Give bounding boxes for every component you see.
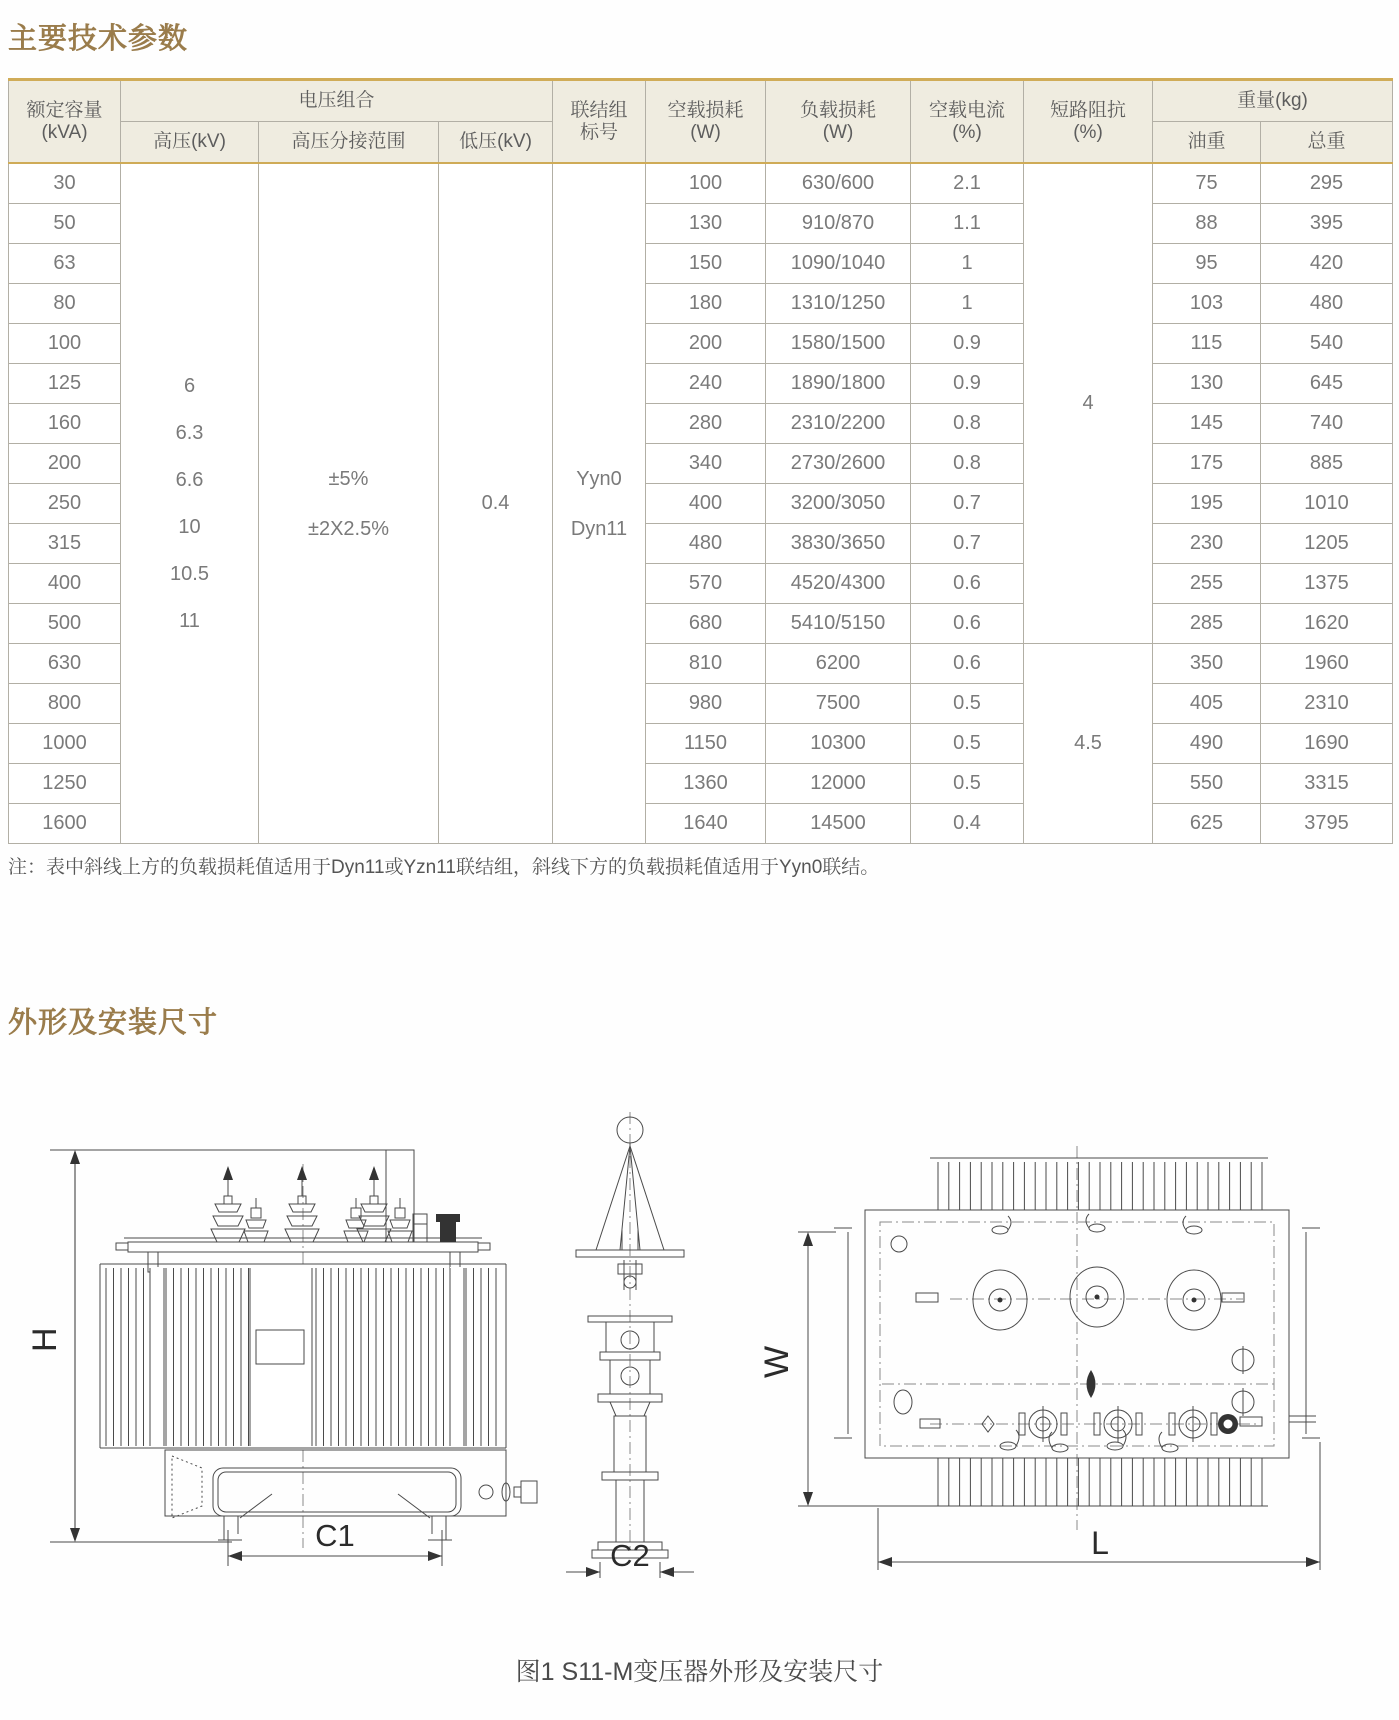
cell-load-loss: 7500	[766, 684, 911, 724]
cell-capacity: 315	[9, 524, 121, 564]
cell-noload-loss: 570	[646, 564, 766, 604]
cell-noload-loss: 280	[646, 404, 766, 444]
header-capacity: 额定容量 (kVA)	[9, 80, 121, 164]
front-view-drawing	[26, 1150, 537, 1566]
cell-noload-loss: 1150	[646, 724, 766, 764]
header-oil-weight: 油重	[1153, 122, 1261, 164]
cell-total-weight: 420	[1261, 244, 1393, 284]
header-impedance: 短路阻抗 (%)	[1024, 80, 1153, 164]
cell-noload-current: 0.4	[911, 804, 1024, 844]
cell-noload-current: 1	[911, 284, 1024, 324]
cell-noload-loss: 680	[646, 604, 766, 644]
cell-load-loss: 6200	[766, 644, 911, 684]
cell-noload-current: 0.6	[911, 564, 1024, 604]
cell-noload-current: 0.8	[911, 404, 1024, 444]
cell-lv-merged: 0.4	[439, 163, 553, 844]
cell-total-weight: 645	[1261, 364, 1393, 404]
cell-hv-merged	[121, 163, 259, 844]
cell-load-loss: 1580/1500	[766, 324, 911, 364]
cell-total-weight: 885	[1261, 444, 1393, 484]
cell-capacity: 400	[9, 564, 121, 604]
dim-label-h: H	[26, 1327, 64, 1352]
cell-noload-loss: 130	[646, 204, 766, 244]
cell-total-weight: 1690	[1261, 724, 1393, 764]
hv-bushings-plan	[891, 1214, 1244, 1330]
cell-oil-weight: 230	[1153, 524, 1261, 564]
cell-noload-current: 0.7	[911, 524, 1024, 564]
cell-impedance-group: 4	[1024, 163, 1153, 644]
merged-cell-line: Yyn0	[576, 467, 622, 490]
cell-load-loss: 14500	[766, 804, 911, 844]
dim-label-w: W	[758, 1345, 796, 1378]
cell-oil-weight: 95	[1153, 244, 1261, 284]
cell-noload-loss: 340	[646, 444, 766, 484]
cell-noload-loss: 150	[646, 244, 766, 284]
cell-capacity: 1600	[9, 804, 121, 844]
cell-load-loss: 10300	[766, 724, 911, 764]
cell-noload-current: 1.1	[911, 204, 1024, 244]
dimension-h	[50, 1150, 392, 1542]
merged-cell-line: 6	[183, 374, 196, 397]
table-header	[9, 80, 1393, 164]
radiator-bank-top	[930, 1158, 1268, 1210]
plan-view-drawing	[758, 1146, 1320, 1570]
cell-load-loss: 12000	[766, 764, 911, 804]
spec-table	[8, 78, 1393, 844]
cell-capacity: 1000	[9, 724, 121, 764]
cell-oil-weight: 145	[1153, 404, 1261, 444]
cell-capacity: 500	[9, 604, 121, 644]
dim-label-l: L	[1091, 1525, 1109, 1561]
cell-capacity: 125	[9, 364, 121, 404]
cell-capacity: 250	[9, 484, 121, 524]
cell-load-loss: 1890/1800	[766, 364, 911, 404]
table-row	[9, 163, 1393, 204]
cell-load-loss: 630/600	[766, 163, 911, 204]
merged-cell-line: 10	[178, 515, 201, 538]
cell-capacity: 800	[9, 684, 121, 724]
page-title: 主要技术参数	[8, 23, 189, 55]
cell-vector-group-merged	[553, 163, 646, 844]
cell-noload-loss: 200	[646, 324, 766, 364]
cell-oil-weight: 130	[1153, 364, 1261, 404]
merged-cell-line: Dyn11	[570, 517, 628, 540]
dimension-w	[798, 1232, 930, 1506]
cell-total-weight: 1960	[1261, 644, 1393, 684]
cell-load-loss: 3200/3050	[766, 484, 911, 524]
cell-oil-weight: 75	[1153, 163, 1261, 204]
header-tap-range: 高压分接范围	[259, 122, 439, 164]
merged-cell-line: ±5%	[328, 467, 369, 490]
cell-noload-current: 0.6	[911, 644, 1024, 684]
tank-base	[165, 1450, 537, 1518]
cell-capacity: 63	[9, 244, 121, 284]
cell-oil-weight: 625	[1153, 804, 1261, 844]
lv-bushings	[244, 1198, 427, 1242]
side-view-drawing	[566, 1112, 694, 1578]
header-voltage-combo: 电压组合	[121, 80, 553, 122]
dim-label-c2: C2	[610, 1538, 650, 1573]
cell-oil-weight: 255	[1153, 564, 1261, 604]
cell-load-loss: 1090/1040	[766, 244, 911, 284]
table-note: 注：表中斜线上方的负载损耗值适用于Dyn11或Yzn11联结组，斜线下方的负载损耗值适用于Yyn0联结。	[8, 857, 880, 878]
cell-capacity: 630	[9, 644, 121, 684]
cell-noload-current: 2.1	[911, 163, 1024, 204]
cell-load-loss: 3830/3650	[766, 524, 911, 564]
cell-impedance-group: 4.5	[1024, 644, 1153, 844]
cell-tap-range-merged	[259, 163, 439, 844]
header-vector-group: 联结组 标号	[553, 80, 646, 164]
cell-noload-current: 0.9	[911, 324, 1024, 364]
header-total-weight: 总重	[1261, 122, 1393, 164]
merged-cell-line: 10.5	[170, 562, 209, 585]
cell-noload-current: 0.6	[911, 604, 1024, 644]
cell-noload-loss: 1360	[646, 764, 766, 804]
cell-oil-weight: 405	[1153, 684, 1261, 724]
cell-total-weight: 1375	[1261, 564, 1393, 604]
cell-capacity: 80	[9, 284, 121, 324]
cell-total-weight: 480	[1261, 284, 1393, 324]
cell-total-weight: 3795	[1261, 804, 1393, 844]
cell-capacity: 160	[9, 404, 121, 444]
cell-noload-loss: 980	[646, 684, 766, 724]
header-noload-current: 空载电流 (%)	[911, 80, 1024, 164]
tank-body	[100, 1264, 506, 1448]
cell-oil-weight: 115	[1153, 324, 1261, 364]
header-load-loss: 负载损耗 (W)	[766, 80, 911, 164]
side-channel-right	[1289, 1228, 1320, 1438]
cell-total-weight: 3315	[1261, 764, 1393, 804]
cell-total-weight: 2310	[1261, 684, 1393, 724]
cell-total-weight: 1620	[1261, 604, 1393, 644]
cell-load-loss: 910/870	[766, 204, 911, 244]
side-channel-left	[834, 1228, 865, 1438]
cell-noload-loss: 100	[646, 163, 766, 204]
merged-cell-line: ±2X2.5%	[307, 517, 390, 540]
cell-capacity: 1250	[9, 764, 121, 804]
cell-noload-current: 0.9	[911, 364, 1024, 404]
cell-capacity: 100	[9, 324, 121, 364]
cell-total-weight: 1205	[1261, 524, 1393, 564]
radiator-bank-bottom	[930, 1458, 1268, 1506]
cell-noload-loss: 1640	[646, 804, 766, 844]
header-hv: 高压(kV)	[121, 122, 259, 164]
cell-load-loss: 5410/5150	[766, 604, 911, 644]
cell-total-weight: 395	[1261, 204, 1393, 244]
cell-oil-weight: 175	[1153, 444, 1261, 484]
cell-oil-weight: 490	[1153, 724, 1261, 764]
header-weight: 重量(kg)	[1153, 80, 1393, 122]
figure-caption: 图1 S11-M变压器外形及安装尺寸	[515, 1658, 884, 1686]
cell-capacity: 50	[9, 204, 121, 244]
cell-total-weight: 1010	[1261, 484, 1393, 524]
cell-total-weight: 740	[1261, 404, 1393, 444]
cell-capacity: 200	[9, 444, 121, 484]
cell-load-loss: 4520/4300	[766, 564, 911, 604]
cell-oil-weight: 350	[1153, 644, 1261, 684]
header-lv: 低压(kV)	[439, 122, 553, 164]
cell-noload-loss: 180	[646, 284, 766, 324]
header-noload-loss: 空载损耗 (W)	[646, 80, 766, 164]
cell-oil-weight: 550	[1153, 764, 1261, 804]
cell-noload-loss: 810	[646, 644, 766, 684]
dimension-drawings	[0, 1078, 1399, 1648]
cell-load-loss: 1310/1250	[766, 284, 911, 324]
dim-label-c1: C1	[315, 1518, 355, 1553]
cell-noload-current: 0.5	[911, 684, 1024, 724]
mid-fittings-plan	[882, 1346, 1274, 1416]
cell-total-weight: 540	[1261, 324, 1393, 364]
cell-noload-loss: 480	[646, 524, 766, 564]
lv-bushings-plan	[920, 1406, 1262, 1452]
merged-cell-line: 11	[179, 609, 200, 632]
section-title-dimensions: 外形及安装尺寸	[8, 1007, 219, 1039]
table-body	[9, 163, 1393, 844]
cell-noload-current: 0.5	[911, 764, 1024, 804]
cell-oil-weight: 88	[1153, 204, 1261, 244]
cell-noload-current: 0.8	[911, 444, 1024, 484]
cell-total-weight: 295	[1261, 163, 1393, 204]
cell-noload-loss: 400	[646, 484, 766, 524]
cell-load-loss: 2310/2200	[766, 404, 911, 444]
drain-valve	[479, 1485, 493, 1499]
cell-noload-current: 0.5	[911, 724, 1024, 764]
cell-oil-weight: 195	[1153, 484, 1261, 524]
cell-oil-weight: 285	[1153, 604, 1261, 644]
merged-cell-line: 6.3	[175, 421, 204, 444]
cell-oil-weight: 103	[1153, 284, 1261, 324]
merged-cell-line: 6.6	[175, 468, 204, 491]
cell-noload-loss: 240	[646, 364, 766, 404]
cell-noload-current: 0.7	[911, 484, 1024, 524]
cell-capacity: 30	[9, 163, 121, 204]
cell-load-loss: 2730/2600	[766, 444, 911, 484]
cell-noload-current: 1	[911, 244, 1024, 284]
